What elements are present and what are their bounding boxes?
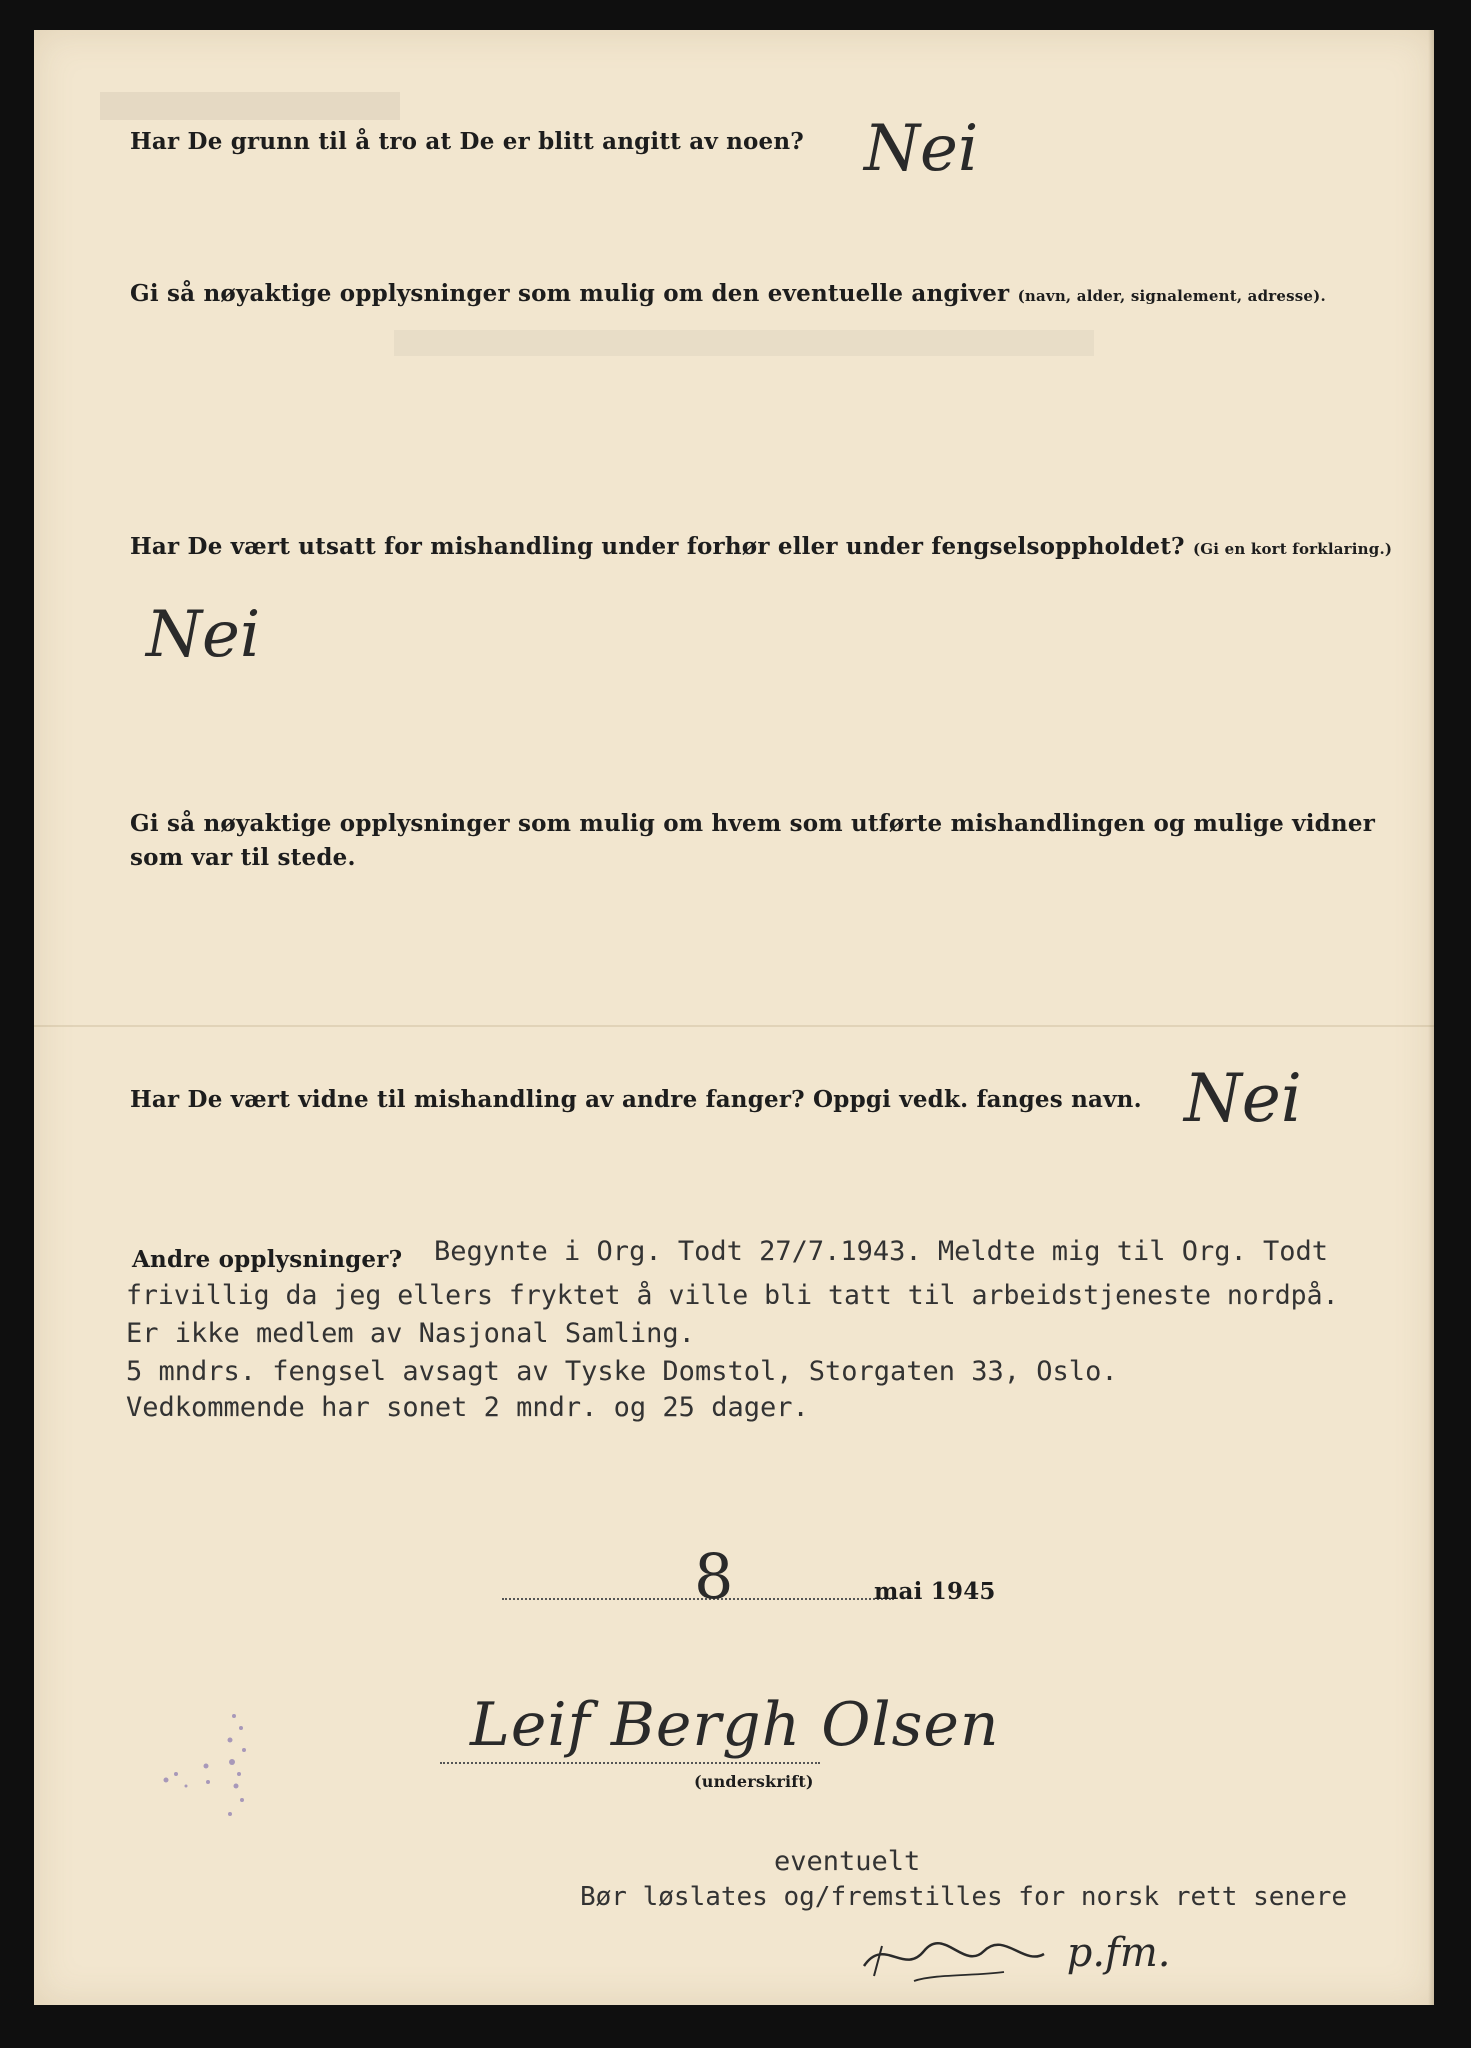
date-month-year: mai 1945 bbox=[874, 1578, 996, 1605]
answer-other-line-4: 5 mndrs. fengsel avsagt av Tyske Domstol, Storgaten 33, Oslo. bbox=[126, 1356, 1118, 1387]
question-text: Gi så nøyaktige opplysninger som mulig om hvem som utførte mishandlingen og mulige vidner bbox=[130, 810, 1376, 837]
answer-other-line-3: Er ikke medlem av Nasjonal Samling. bbox=[126, 1318, 695, 1349]
question-hint: (Gi en kort forklaring.) bbox=[1192, 540, 1393, 558]
question-hint: (navn, alder, signalement, adresse). bbox=[1017, 287, 1326, 305]
question-text: Har De vært vidne til mishandling av andre fanger? Oppgi vedk. fanges navn. bbox=[130, 1086, 1142, 1113]
answer-denounced: Nei bbox=[864, 112, 979, 186]
page-fold bbox=[34, 1025, 1434, 1027]
question-other-info bbox=[132, 1246, 402, 1273]
signature-label: (underskrift) bbox=[694, 1772, 814, 1791]
question-text: Gi så nøyaktige opplysninger som mulig om den eventuelle angiver bbox=[130, 280, 1010, 307]
answer-other-line-5: Vedkommende har sonet 2 mndr. og 25 dager. bbox=[126, 1392, 809, 1423]
answer-mistreatment: Nei bbox=[146, 598, 261, 672]
footer-handwritten-initials bbox=[854, 1926, 1171, 1986]
question-perpetrators-line2 bbox=[130, 844, 356, 871]
question-denounced bbox=[130, 128, 804, 155]
question-witness bbox=[130, 1086, 1142, 1113]
footer-release-note: Bør løslates og/fremstilles for norsk rett senere bbox=[580, 1882, 1348, 1912]
question-denouncer-details bbox=[130, 280, 1326, 307]
question-text: Andre opplysninger? bbox=[132, 1246, 403, 1273]
answer-other-line-2: frivillig da jeg ellers fryktet å ville bli tatt til arbeidstjeneste nordpå. bbox=[126, 1280, 1339, 1311]
bleed-through-mark bbox=[394, 330, 1094, 356]
signature-line bbox=[440, 1762, 820, 1764]
answer-witness: Nei bbox=[1184, 1060, 1302, 1137]
question-text: Har De grunn til å tro at De er blitt angitt av noen? bbox=[130, 128, 804, 155]
page-edge-shadow bbox=[1428, 30, 1434, 2005]
initials-text: p.fm. bbox=[1066, 1930, 1171, 1976]
scribbled-name-mark bbox=[854, 1926, 1054, 1986]
answer-other-line-1: Begynte i Org. Todt 27/7.1943. Meldte mig til Org. Todt bbox=[434, 1236, 1329, 1267]
bleed-through-mark bbox=[100, 92, 400, 120]
signature: Leif Bergh Olsen bbox=[470, 1690, 1000, 1760]
date-day: 8 bbox=[694, 1540, 734, 1613]
question-text: som var til stede. bbox=[130, 844, 356, 871]
question-text: Har De vært utsatt for mishandling under forhør eller under fengselsoppholdet? bbox=[130, 533, 1185, 560]
footer-eventuelt: eventuelt bbox=[774, 1846, 921, 1877]
document-page bbox=[34, 30, 1434, 2005]
question-perpetrators bbox=[130, 810, 1375, 837]
question-mistreatment bbox=[130, 533, 1392, 560]
ink-stamp-mark bbox=[146, 1696, 266, 1846]
